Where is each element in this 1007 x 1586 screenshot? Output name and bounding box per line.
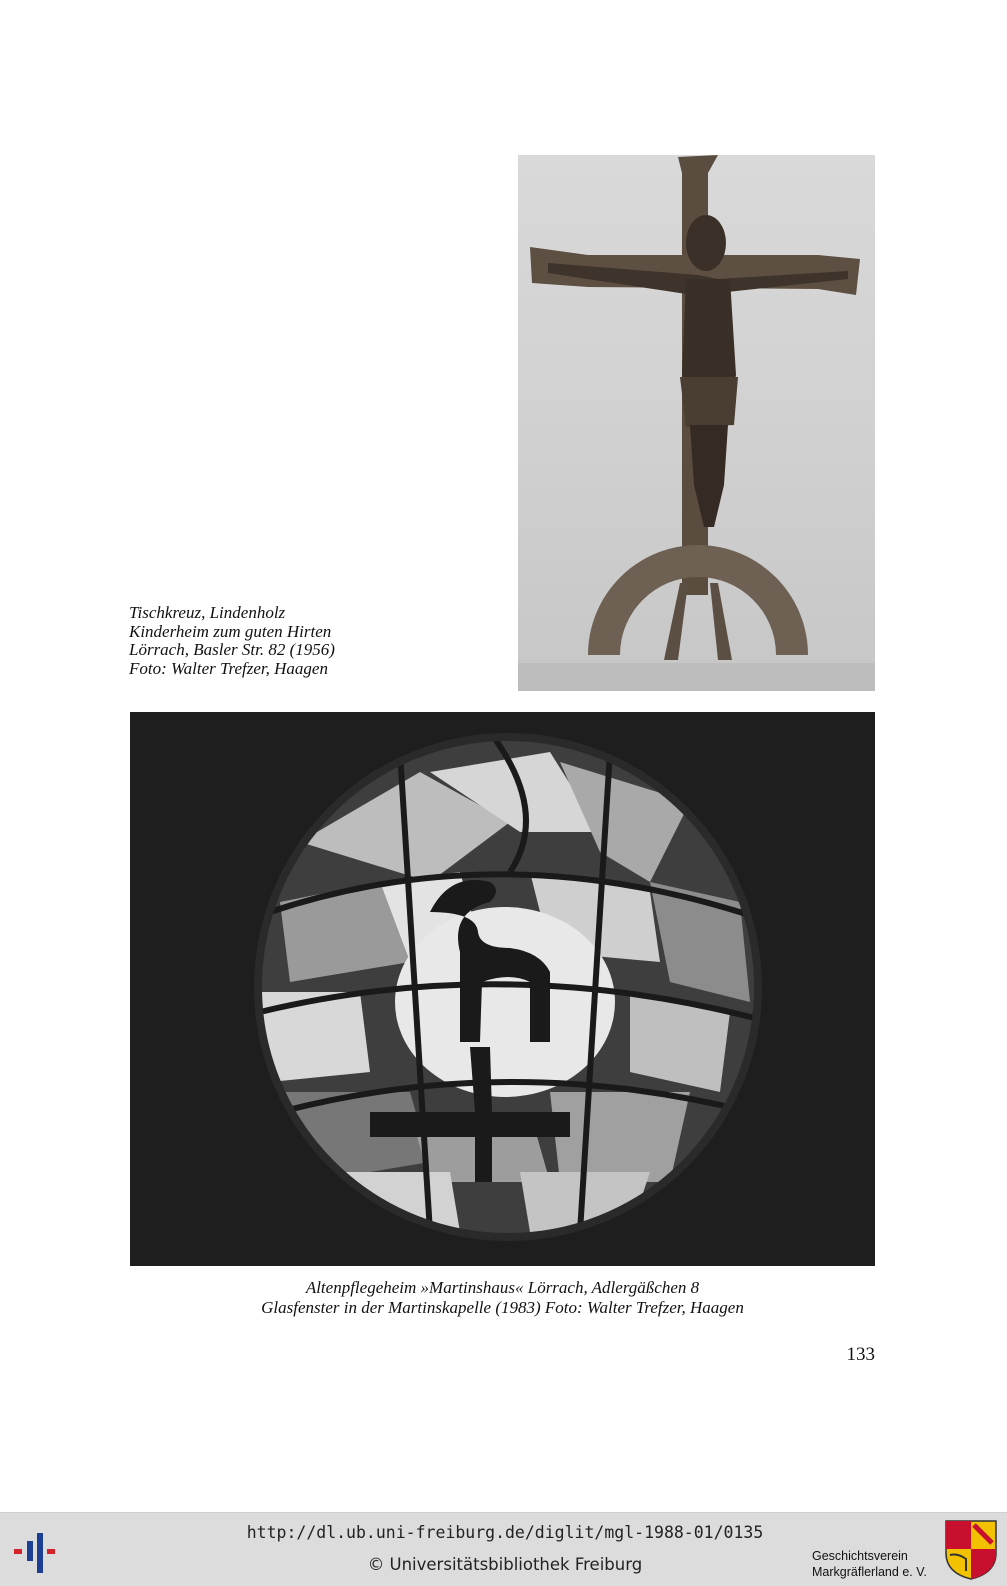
window-caption bbox=[130, 1278, 875, 1318]
ub-freiburg-logo-icon bbox=[12, 1525, 64, 1577]
cross-caption bbox=[129, 604, 335, 678]
society-name bbox=[812, 1548, 942, 1580]
caption-line: Tischkreuz, Lindenholz bbox=[129, 603, 286, 622]
caption-line: Lörrach, Basler Str. 82 (1956) bbox=[129, 640, 335, 659]
society-line: Markgräflerland e. V. bbox=[812, 1565, 927, 1579]
cross-photo bbox=[518, 155, 875, 691]
caption-line: Altenpflegeheim »Martinshaus« Lörrach, Adlergäßchen 8 bbox=[305, 1278, 700, 1297]
society-line: Geschichtsverein bbox=[812, 1549, 908, 1563]
stained-glass-photo bbox=[130, 712, 875, 1266]
permalink-url[interactable]: http://dl.ub.uni-freiburg.de/diglit/mgl-1988-01/0135 bbox=[246, 1523, 764, 1542]
coat-of-arms-icon bbox=[944, 1519, 998, 1581]
copyright-notice: © Universitätsbibliothek Freiburg bbox=[367, 1555, 643, 1574]
caption-line: Kinderheim zum guten Hirten bbox=[129, 621, 332, 641]
caption-line: Foto: Walter Trefzer, Haagen bbox=[129, 658, 328, 678]
footer-bar bbox=[0, 1512, 1007, 1586]
caption-line: Glasfenster in der Martinskapelle (1983) Foto: Walter Trefzer, Haagen bbox=[261, 1298, 744, 1317]
page-number: 133 bbox=[846, 1344, 875, 1365]
